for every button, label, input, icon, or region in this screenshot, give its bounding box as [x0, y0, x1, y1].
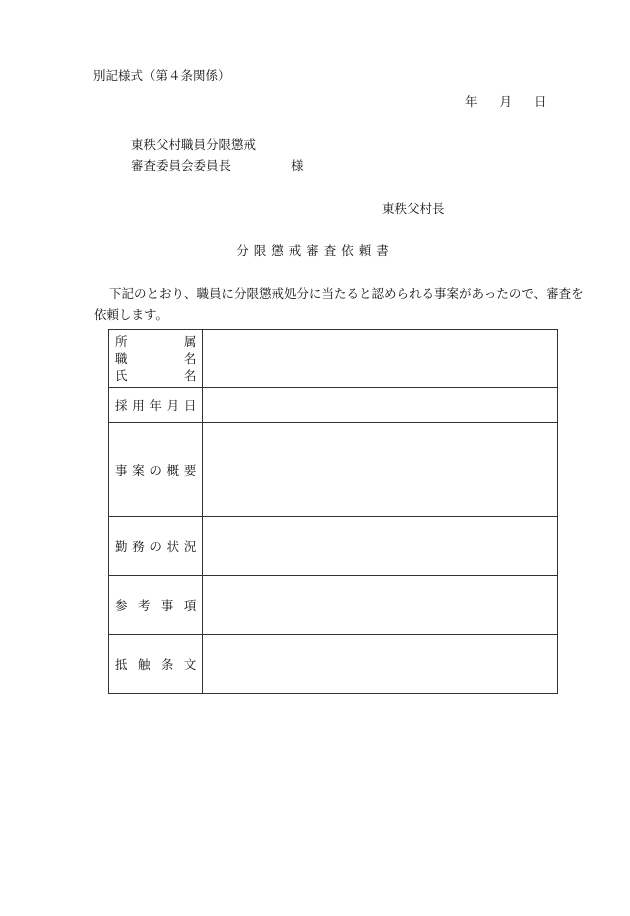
- violated-provisions-field[interactable]: [203, 635, 558, 694]
- hire-date-field[interactable]: [203, 388, 558, 423]
- label-char: 抵: [115, 657, 128, 672]
- hire-date-label: [109, 388, 203, 423]
- date-line: [465, 92, 547, 110]
- label-char: 参: [115, 598, 128, 613]
- document-title: 分限懲戒審査依頼書: [236, 243, 394, 258]
- table-row: [109, 388, 558, 423]
- label-char: 況: [183, 539, 197, 554]
- label-char: の: [149, 539, 162, 554]
- case-summary-label: [109, 423, 203, 517]
- form-label: 別記様式（第４条関係）: [93, 68, 231, 83]
- work-status-field[interactable]: [203, 517, 558, 576]
- label-char: 事: [115, 462, 128, 478]
- date-day-label: 日: [534, 94, 547, 109]
- addressee-line2: [131, 156, 304, 174]
- violated-provisions-label: [109, 635, 203, 694]
- honorific: 様: [291, 158, 304, 173]
- table-row: [109, 330, 558, 388]
- table-row: [109, 423, 558, 517]
- label-char: 所: [115, 334, 128, 349]
- label-char: 日: [183, 398, 197, 413]
- label-char: 項: [183, 598, 197, 613]
- sender: 東秩父村長: [382, 201, 445, 216]
- table-row: [109, 576, 558, 635]
- label-char: 務: [132, 539, 145, 554]
- date-year-label: 年: [465, 94, 478, 109]
- table-row: [109, 635, 558, 694]
- affiliation-name-label: [109, 330, 203, 388]
- table-row: [109, 517, 558, 576]
- reference-matters-label: [109, 576, 203, 635]
- label-char: 職: [115, 351, 128, 366]
- label-char: 氏: [115, 368, 128, 383]
- label-char: 名: [183, 351, 197, 366]
- label-char: 条: [160, 657, 174, 672]
- case-summary-field[interactable]: [203, 423, 558, 517]
- label-char: 月: [166, 398, 180, 413]
- date-month-label: 月: [499, 94, 513, 109]
- label-char: 案: [132, 462, 145, 478]
- reference-matters-field[interactable]: [203, 576, 558, 635]
- label-char: 概: [166, 462, 180, 478]
- label-char: 触: [137, 657, 151, 672]
- label-char: 勤: [115, 539, 128, 554]
- label-char: 文: [183, 657, 197, 672]
- label-char: 要: [183, 462, 197, 478]
- label-char: 名: [183, 368, 197, 383]
- work-status-label: [109, 517, 203, 576]
- label-char: 事: [160, 598, 174, 613]
- addressee-title: 審査委員会委員長: [131, 158, 232, 173]
- label-char: 採: [115, 398, 128, 413]
- body-text-line2: 依頼します。: [94, 307, 169, 322]
- affiliation-name-field[interactable]: [203, 330, 558, 388]
- label-char: 属: [183, 334, 197, 349]
- label-char: 考: [137, 598, 151, 613]
- label-char: 年: [149, 398, 162, 413]
- label-char: 用: [132, 398, 145, 413]
- body-text-line1: 下記のとおり、職員に分限懲戒処分に当たると認められる事案があったので、審査を: [109, 286, 584, 301]
- request-form-table: [108, 329, 558, 694]
- addressee-line1: 東秩父村職員分限懲戒: [131, 137, 257, 152]
- label-char: 状: [166, 539, 180, 554]
- label-char: の: [149, 462, 162, 478]
